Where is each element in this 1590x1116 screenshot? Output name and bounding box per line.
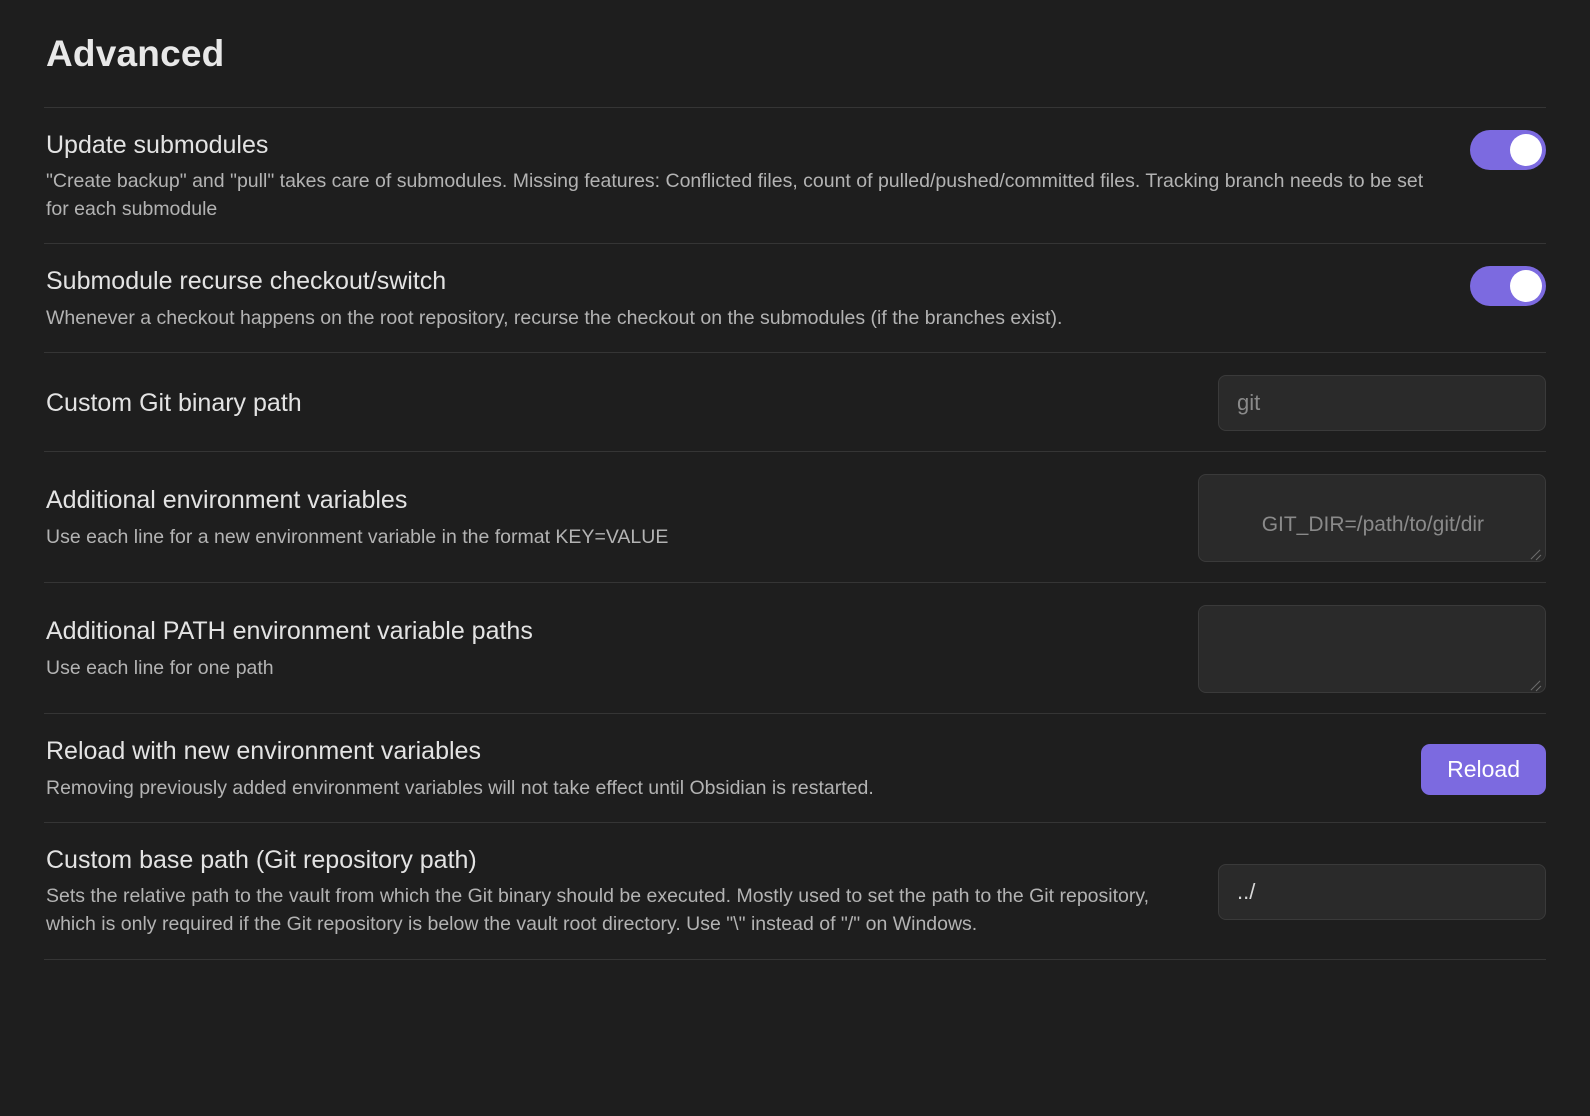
setting-name: Update submodules [46,130,269,159]
additional-environment-variables-textarea[interactable] [1198,474,1546,562]
setting-description: "Create backup" and "pull" takes care of submodules. Missing features: Conflicted files, count of pulled/pushed/committed files. Tracking branch needs to be set for each submodule [46,169,1424,220]
setting-description: Sets the relative path to the vault from which the Git binary should be executed. Mostly used to set the path to the Git repository, which is only required if the Git repository is below the vault root directory. Use "\" instead of "/" on Windows. [46,885,1150,936]
additional-path-environment-variable-paths-textarea[interactable] [1198,605,1546,693]
reload-button[interactable]: Reload [1421,744,1546,795]
setting-control [1421,744,1546,795]
setting-control [1198,605,1546,693]
update-submodules-toggle[interactable] [1470,130,1546,170]
custom-base-path-input[interactable] [1218,864,1546,920]
setting-control [1198,474,1546,562]
setting-control [1470,266,1546,306]
textarea-placeholder: GIT_DIR=/path/to/git/dir [1261,513,1485,537]
setting-control [1470,130,1546,170]
setting-info [44,130,1440,224]
resize-handle-icon[interactable] [1530,677,1542,689]
setting-name: Reload with new environment variables [46,737,481,766]
setting-custom-base-path [44,823,1546,959]
setting-name: Additional environment variables [46,486,408,515]
divider [44,959,1546,960]
setting-control [1218,375,1546,431]
setting-update-submodules [44,108,1546,244]
setting-additional-path-environment-variable-paths [44,583,1546,713]
custom-git-binary-path-input[interactable] [1218,375,1546,431]
setting-info [44,616,1168,682]
setting-info [44,388,1188,419]
resize-handle-icon[interactable] [1530,546,1542,558]
setting-reload-with-new-environment-variables [44,714,1546,822]
setting-description: Use each line for a new environment variable in the format KEY=VALUE [46,525,669,548]
input-placeholder: git [1237,390,1261,416]
setting-info [44,266,1440,332]
setting-info [44,485,1168,551]
setting-description: Removing previously added environment variables will not take effect until Obsidian is restarted. [46,776,874,799]
setting-name: Custom Git binary path [46,388,302,417]
setting-description: Whenever a checkout happens on the root repository, recurse the checkout on the submodules (if the branches exist). [46,306,1063,329]
setting-custom-git-binary-path [44,353,1546,451]
setting-description: Use each line for one path [46,656,274,679]
submodule-recurse-checkout-toggle[interactable] [1470,266,1546,306]
setting-additional-environment-variables [44,452,1546,582]
toggle-knob [1510,270,1542,302]
setting-name: Custom base path (Git repository path) [46,846,477,875]
setting-info [44,736,1391,802]
setting-control [1218,864,1546,920]
page-title: Advanced [46,33,225,74]
setting-submodule-recurse-checkout [44,244,1546,352]
setting-info [44,845,1188,939]
setting-name: Submodule recurse checkout/switch [46,267,447,296]
input-value: ../ [1237,879,1256,904]
setting-name: Additional PATH environment variable paths [46,617,533,646]
toggle-knob [1510,134,1542,166]
